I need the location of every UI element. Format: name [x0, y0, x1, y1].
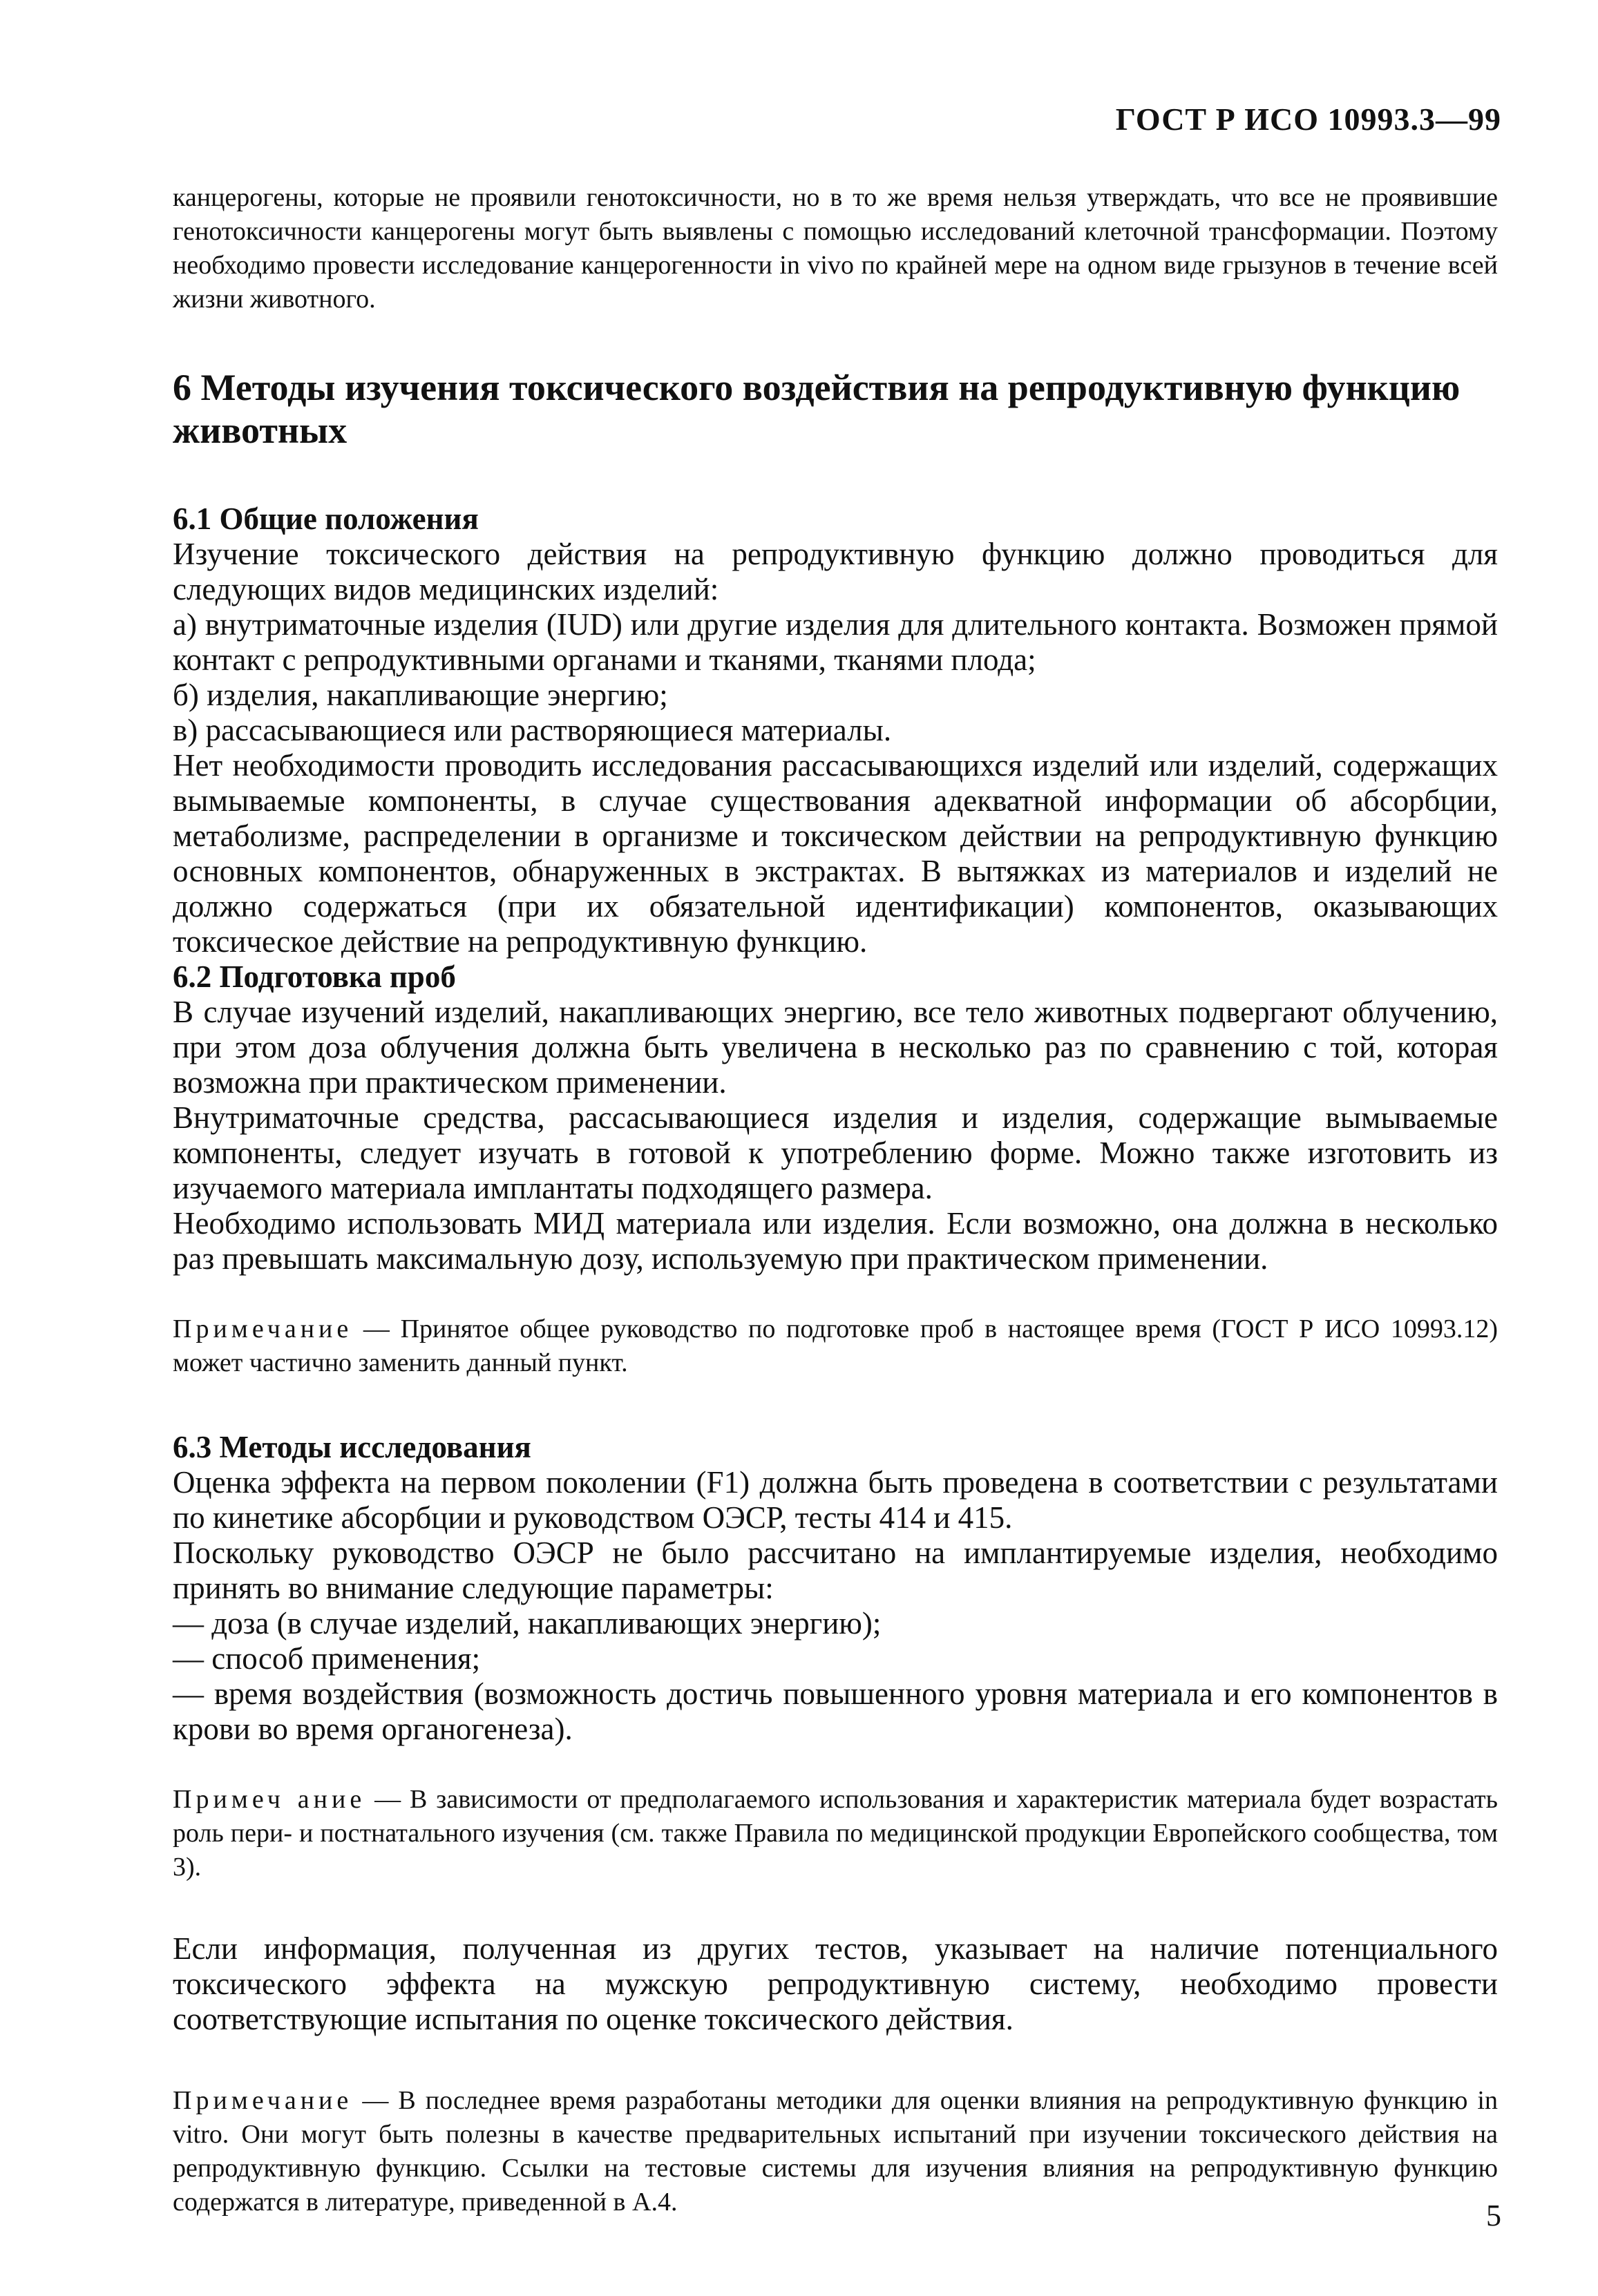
section-6-2-note: [173, 1312, 1498, 1380]
section-6-3-heading: 6.3 Методы исследования: [173, 1430, 531, 1464]
section-6-1-heading: 6.1 Общие положения: [173, 501, 479, 536]
section-6-1-item-b: б) изделия, накапливающие энергию;: [173, 678, 668, 712]
section-6-1-item-a: а) внутриматочные изделия (IUD) или другие изделия для длительного контакта. Возможен прямой контакт с репродуктивными органами и тканями, тканями плода;: [173, 607, 1498, 677]
section-6-3-note-1: [173, 1783, 1498, 1884]
section-6-heading: 6 Методы изучения токсического воздействия на репродуктивную функцию животных: [173, 367, 1461, 451]
note-label: Примечание: [173, 2086, 353, 2115]
note-text: — В последнее время разработаны методики для оценки влияния на репродуктивную функцию in vitro. Они могут быть полезны в качестве предварительных испытаний при изучении токсического действия на репродуктивную функцию. Ссылки на тестовые системы для изучения влияния на репродуктивную функцию содержатся в литературе, приведенной в А.4.: [173, 2086, 1498, 2217]
section-6-1-paragraph-1: Изучение токсического действия на репродуктивную функцию должно проводиться для следующих видов медицинских изделий:: [173, 537, 1498, 606]
section-6-2-paragraph-3: Необходимо использовать МИД материала или изделия. Если возможно, она должна в несколько раз превышать максимальную дозу, используемую при практическом применении.: [173, 1206, 1498, 1276]
section-6-2-paragraph-1: В случае изучений изделий, накапливающих энергию, все тело животных подвергают облучению, при этом доза облучения должна быть увеличена в несколько раз по сравнению с той, которая возможна при практическом применении.: [173, 995, 1498, 1100]
section-6-3-note-2: [173, 2084, 1498, 2219]
page-number: 5: [1486, 2199, 1501, 2232]
intro-paragraph: канцерогены, которые не проявили генотоксичности, но в то же время нельзя утверждать, что все не проявившие генотоксичности канцерогены могут быть выявлены с помощью исследований клеточной трансформации. Поэтому необходимо провести исследование канцерогенности in vivo по крайней мере на одном виде грызунов в течение всей жизни животного.: [173, 183, 1498, 314]
document-code-header: ГОСТ Р ИСО 10993.3—99: [1115, 102, 1501, 137]
note-label: Примеч ание: [173, 1785, 366, 1814]
note-label: Примечание: [173, 1314, 353, 1343]
section-6-3-dash-item-1: — доза (в случае изделий, накапливающих энергию);: [173, 1606, 882, 1640]
section-6-3-paragraph-1: Оценка эффекта на первом поколении (F1) должна быть проведена в соответствии с результатами по кинетике абсорбции и руководством ОЭСР, тесты 414 и 415.: [173, 1465, 1498, 1535]
section-6-2-heading: 6.2 Подготовка проб: [173, 959, 456, 994]
section-6-3-paragraph-3: Если информация, полученная из других тестов, указывает на наличие потенциального токсического эффекта на мужскую репродуктивную систему, необходимо провести соответствующие испытания по оценке токсического действия.: [173, 1931, 1498, 2036]
section-6-1-item-c: в) рассасывающиеся или растворяющиеся материалы.: [173, 713, 892, 747]
section-6-2-paragraph-2: Внутриматочные средства, рассасывающиеся изделия и изделия, содержащие вымываемые компоненты, следует изучать в готовой к употреблению форме. Можно также изготовить из изучаемого материала имплантаты подходящего размера.: [173, 1100, 1498, 1205]
section-6-1-paragraph-2: Нет необходимости проводить исследования рассасывающихся изделий или изделий, содержащих вымываемые компоненты, в случае существования адекватной информации об абсорбции, метаболизме, распределении в организме и токсическом действии на репродуктивную функцию основных компонентов, обнаруженных в экстрактах. В вытяжках из материалов и изделий не должно содержаться (при их обязательной идентификации) компонентов, оказывающих токсическое действие на репродуктивную функцию.: [173, 748, 1498, 959]
page-content: [173, 181, 1498, 2219]
section-6-3-dash-item-2: — способ применения;: [173, 1641, 481, 1676]
section-6-3-paragraph-2: Поскольку руководство ОЭСР не было рассчитано на имплантируемые изделия, необходимо принять во внимание следующие параметры:: [173, 1536, 1498, 1605]
section-6-3-dash-item-3: — время воздействия (возможность достичь повышенного уровня материала и его компонентов в крови во время органогенеза).: [173, 1676, 1498, 1746]
note-text: — В зависимости от предполагаемого использования и характеристик материала будет возрастать роль пери- и постнатального изучения (см. также Правила по медицинской продукции Европейского сообщества, том 3).: [173, 1785, 1498, 1882]
note-text: — Принятое общее руководство по подготовке проб в настоящее время (ГОСТ Р ИСО 10993.12) может частично заменить данный пункт.: [173, 1314, 1498, 1377]
